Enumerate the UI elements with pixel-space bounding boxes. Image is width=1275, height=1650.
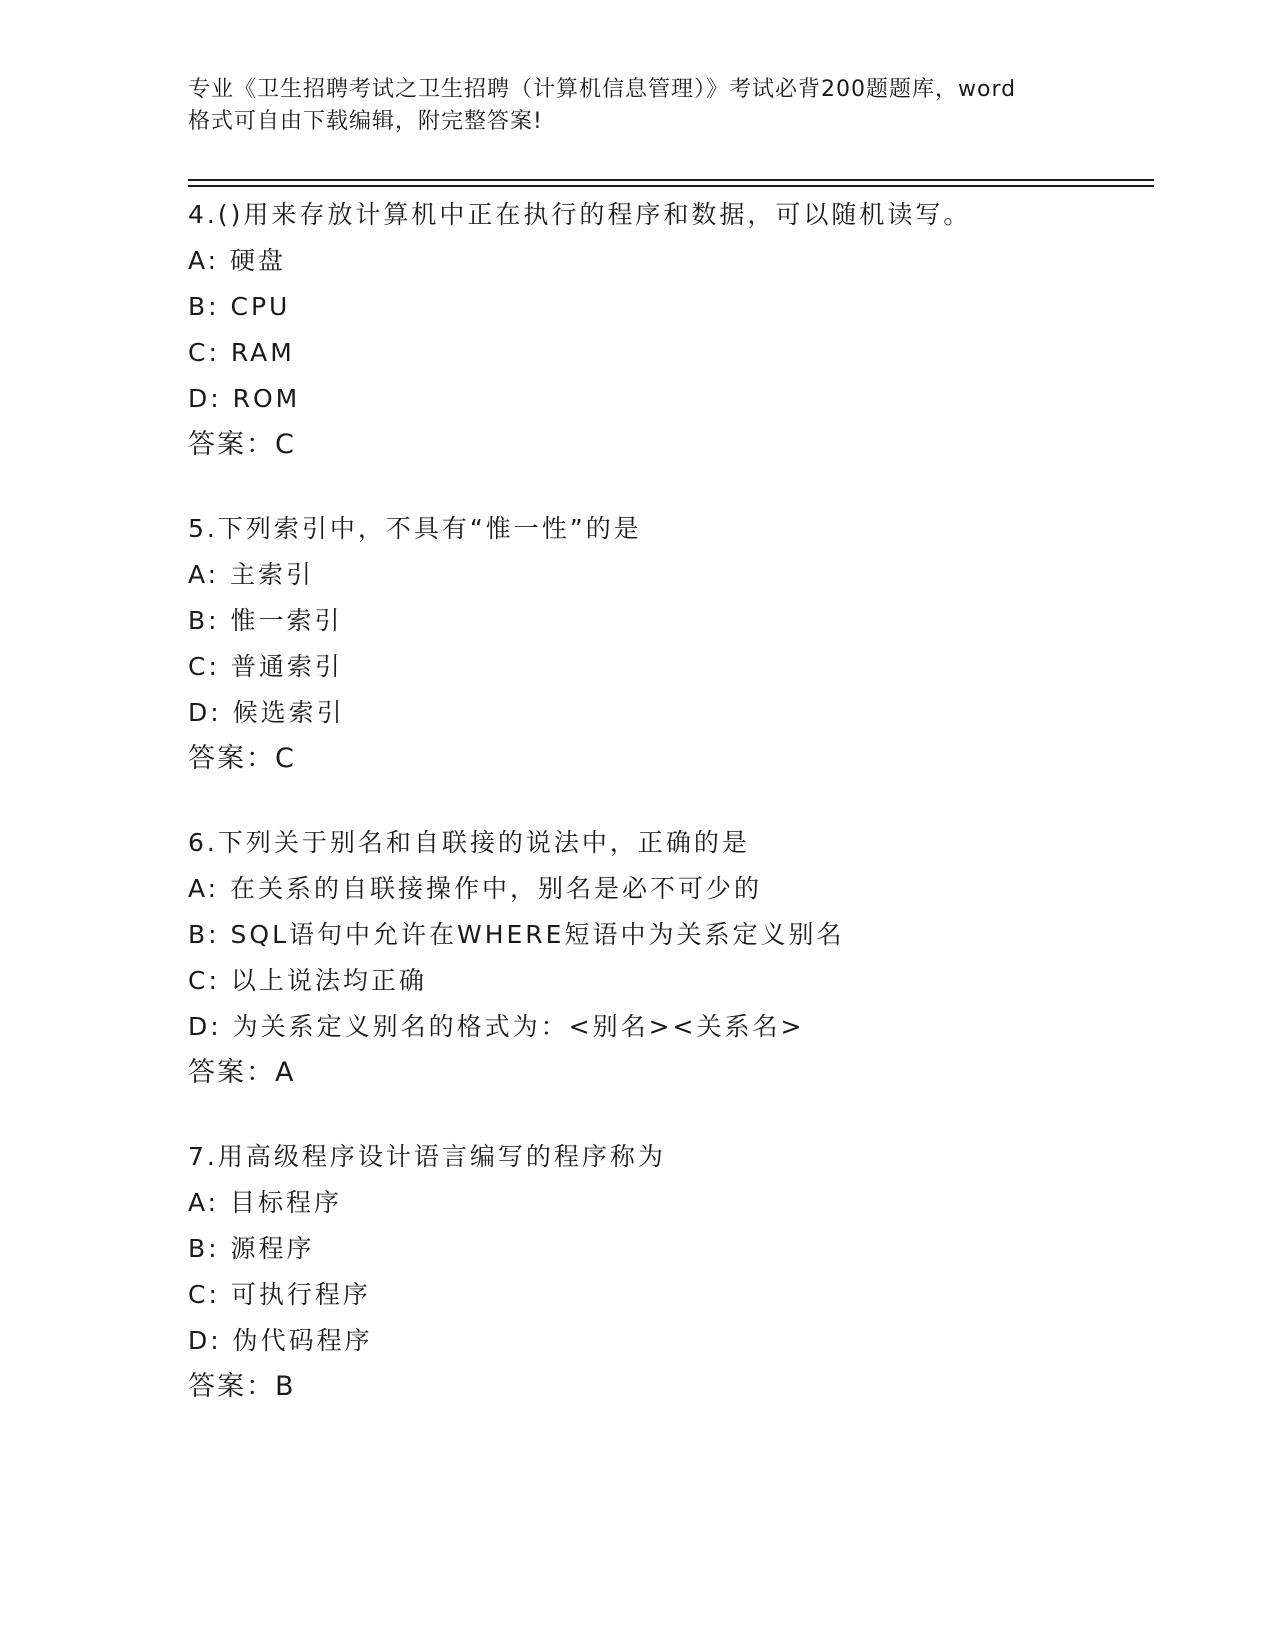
- question-text: 7.用高级程序设计语言编写的程序称为: [188, 1142, 666, 1171]
- question-6: [188, 820, 1148, 1096]
- option-d: D: 为关系定义别名的格式为：<别名><关系名>: [188, 1012, 805, 1041]
- question-text: 6.下列关于别名和自联接的说法中，正确的是: [188, 828, 750, 857]
- question-7: [188, 1134, 1148, 1410]
- option-c: C: 以上说法均正确: [188, 966, 427, 995]
- document-header: [188, 74, 1088, 138]
- header-divider-bottom: [188, 185, 1154, 187]
- option-d: D: 候选索引: [188, 698, 345, 727]
- question-4: [188, 192, 1148, 468]
- header-line-1: 专业《卫生招聘考试之卫生招聘（计算机信息管理）》考试必背200题题库，word: [188, 77, 1017, 102]
- option-a: A: 硬盘: [188, 246, 287, 275]
- option-d: D: ROM: [188, 384, 301, 413]
- option-a: A: 目标程序: [188, 1188, 343, 1217]
- option-b: B: 惟一索引: [188, 606, 343, 635]
- option-c: C: RAM: [188, 338, 295, 367]
- option-b: B: CPU: [188, 292, 291, 321]
- question-text: 5.下列索引中，不具有“惟一性”的是: [188, 514, 642, 543]
- option-c: C: 可执行程序: [188, 1280, 371, 1309]
- option-a: A: 主索引: [188, 560, 315, 589]
- header-line-2: 格式可自由下载编辑，附完整答案!: [188, 109, 543, 134]
- question-text: 4.()用来存放计算机中正在执行的程序和数据，可以随机读写。: [188, 200, 972, 229]
- question-list: [188, 192, 1148, 1448]
- question-5: [188, 506, 1148, 782]
- header-divider-top: [188, 179, 1154, 181]
- answer-label: 答案：B: [188, 1371, 296, 1402]
- option-b: B: SQL语句中允许在WHERE短语中为关系定义别名: [188, 920, 845, 949]
- option-d: D: 伪代码程序: [188, 1326, 373, 1355]
- answer-label: 答案：A: [188, 1057, 296, 1088]
- option-a: A: 在关系的自联接操作中，别名是必不可少的: [188, 874, 763, 903]
- answer-label: 答案：C: [188, 743, 296, 774]
- option-b: B: 源程序: [188, 1234, 315, 1263]
- answer-label: 答案：C: [188, 429, 296, 460]
- option-c: C: 普通索引: [188, 652, 343, 681]
